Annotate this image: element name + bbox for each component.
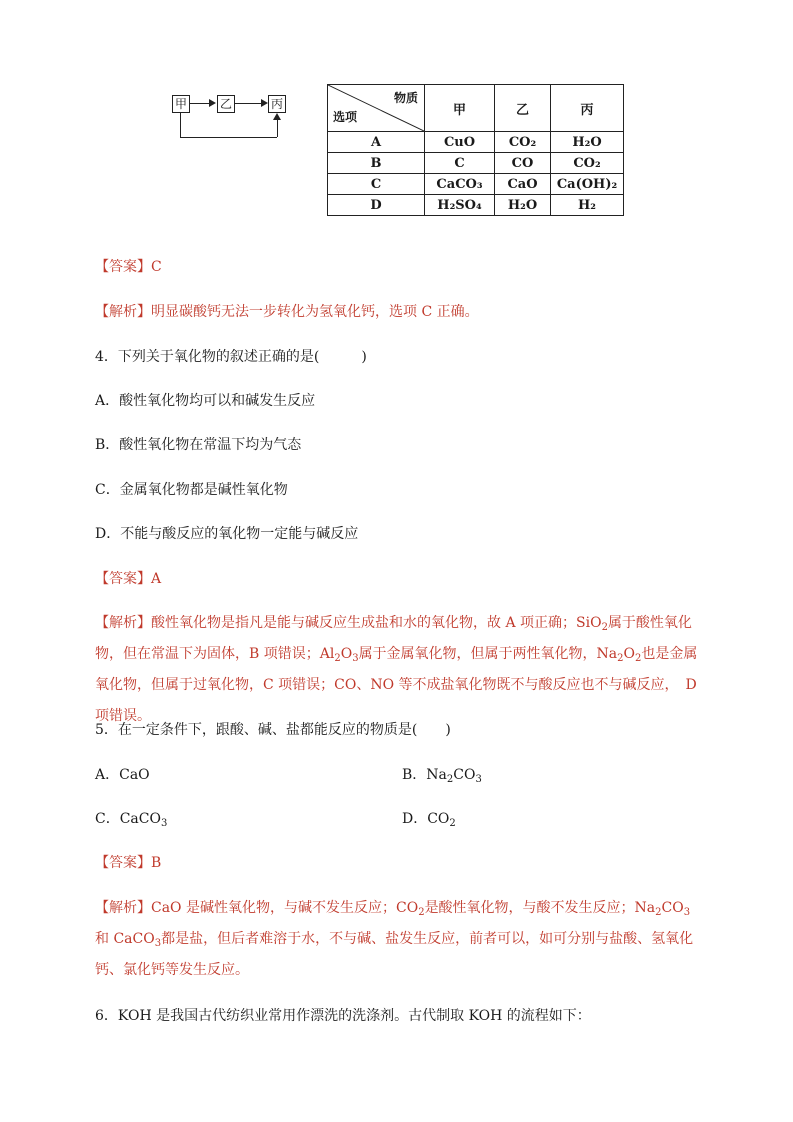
analysis-text: 明显碳酸钙无法一步转化为氢氧化钙，选项 C 正确。 <box>151 304 479 320</box>
option-text: CO <box>453 767 476 783</box>
arrow-right-icon <box>209 99 216 107</box>
analysis-text: O <box>340 646 353 662</box>
subscript: 3 <box>160 818 168 829</box>
column-header: 丙 <box>551 85 624 132</box>
header-corner-cell <box>328 85 425 132</box>
loop-right-line <box>277 119 278 137</box>
analysis-text: 是酸性氧化物，与酸不发生反应；Na <box>424 900 656 916</box>
column-header: 乙 <box>495 85 551 132</box>
loop-left-line <box>180 113 181 137</box>
analysis-text: 酸性氧化物是指凡是能与碱反应生成盐和水的氧化物，故 A 项正确；SiO <box>151 615 602 631</box>
node-bing: 丙 <box>268 95 286 113</box>
row-label: B <box>328 153 425 174</box>
q5-stem: 5．在一定条件下，跟酸、碱、盐都能反应的物质是( ) <box>95 722 451 738</box>
subscript: 3 <box>352 653 359 664</box>
subscript: 3 <box>475 774 482 785</box>
loop-bottom-line <box>180 137 277 138</box>
analysis-text: 属于金属氧化物，但属于两性氧化物，Na <box>358 646 618 662</box>
subscript: 2 <box>418 907 425 918</box>
subscript: 2 <box>446 774 454 785</box>
q5-analysis <box>95 893 703 986</box>
option-text: C．CaCO <box>95 811 161 827</box>
q4-answer <box>95 569 161 589</box>
arrow-right-icon <box>261 99 268 107</box>
table-cell: CaCO₃ <box>425 174 495 195</box>
arrow-jia-yi-line <box>190 103 210 104</box>
analysis-text: O <box>623 646 636 662</box>
q5-answer <box>95 853 161 873</box>
table-row <box>328 132 624 153</box>
q3-answer <box>95 257 162 277</box>
answer-tag: 【答案】 <box>95 571 151 587</box>
row-label: C <box>328 174 425 195</box>
node-yi: 乙 <box>217 95 235 113</box>
analysis-tag: 【解析】 <box>95 304 151 320</box>
q4-option-a: A．酸性氧化物均可以和碱发生反应 <box>95 393 316 409</box>
column-header: 甲 <box>425 85 495 132</box>
table-cell: CaO <box>495 174 551 195</box>
subscript: 2 <box>334 653 341 664</box>
analysis-text: 也是金属氧化物，但属于过氧化物，C 项错误；CO、NO 等不成盐氧化物既不与酸反应也不与碱反应， D 项错误。 <box>95 646 698 724</box>
analysis-text: CaO 是碱性氧化物，与碱不发生反应；CO <box>151 900 419 916</box>
subscript: 2 <box>601 622 608 633</box>
table-row <box>328 195 624 216</box>
analysis-tag: 【解析】 <box>95 900 151 916</box>
arrow-yi-bing-line <box>235 103 262 104</box>
q5-option-d <box>402 809 456 829</box>
analysis-text: 属于酸性氧化物，但在常温下为固体，B 项错误；Al <box>95 615 692 662</box>
table-header-row <box>328 85 624 132</box>
table-row <box>328 153 624 174</box>
option-text: D．CO <box>402 811 450 827</box>
answer-value: B <box>151 855 162 871</box>
analysis-text: 都是盐，但后者难溶于水，不与碱、盐发生反应，前者可以，如可分别与盐酸、氢氧化钙、氯化钙等发生反应。 <box>95 931 694 978</box>
table-cell: CO <box>495 153 551 174</box>
q4-option-d: D．不能与酸反应的氧化物一定能与碱反应 <box>95 526 359 542</box>
subscript: 2 <box>635 653 642 664</box>
table-cell: H₂SO₄ <box>425 195 495 216</box>
analysis-text: CO <box>661 900 684 916</box>
analysis-text: 和 CaCO <box>95 931 155 947</box>
header-corner-bottom: 选项 <box>333 110 358 124</box>
table-cell: H₂O <box>551 132 624 153</box>
q4-option-c: C．金属氧化物都是碱性氧化物 <box>95 482 288 498</box>
analysis-tag: 【解析】 <box>95 615 151 631</box>
header-corner-top: 物质 <box>393 91 418 105</box>
row-label: D <box>328 195 425 216</box>
table-cell: CO₂ <box>495 132 551 153</box>
answer-value: C <box>151 259 162 275</box>
table-cell: H₂O <box>495 195 551 216</box>
subscript: 3 <box>154 938 162 949</box>
arrow-up-icon <box>273 113 281 120</box>
table-cell: Ca(OH)₂ <box>551 174 624 195</box>
q4-stem: 4．下列关于氧化物的叙述正确的是( ) <box>95 349 367 365</box>
table-cell: H₂ <box>551 195 624 216</box>
answer-tag: 【答案】 <box>95 259 151 275</box>
subscript: 3 <box>683 907 691 918</box>
answer-value: A <box>151 571 162 587</box>
q4-option-b: B．酸性氧化物在常温下均为气态 <box>95 437 302 453</box>
option-text: B．Na <box>402 767 447 783</box>
options-table <box>327 84 624 216</box>
node-jia: 甲 <box>172 95 190 113</box>
answer-tag: 【答案】 <box>95 855 151 871</box>
table-cell: CO₂ <box>551 153 624 174</box>
q4-analysis <box>95 608 703 732</box>
table-row <box>328 174 624 195</box>
q6-stem: 6．KOH 是我国古代纺织业常用作漂洗的洗涤剂。古代制取 KOH 的流程如下： <box>95 1008 591 1024</box>
subscript: 2 <box>449 818 456 829</box>
subscript: 2 <box>655 907 662 918</box>
q5-option-b <box>402 765 482 785</box>
table-cell: C <box>425 153 495 174</box>
q5-option-c <box>95 809 167 829</box>
q5-option-a: A．CaO <box>95 767 150 783</box>
table-cell: CuO <box>425 132 495 153</box>
q3-analysis <box>95 302 479 322</box>
row-label: A <box>328 132 425 153</box>
subscript: 2 <box>617 653 624 664</box>
